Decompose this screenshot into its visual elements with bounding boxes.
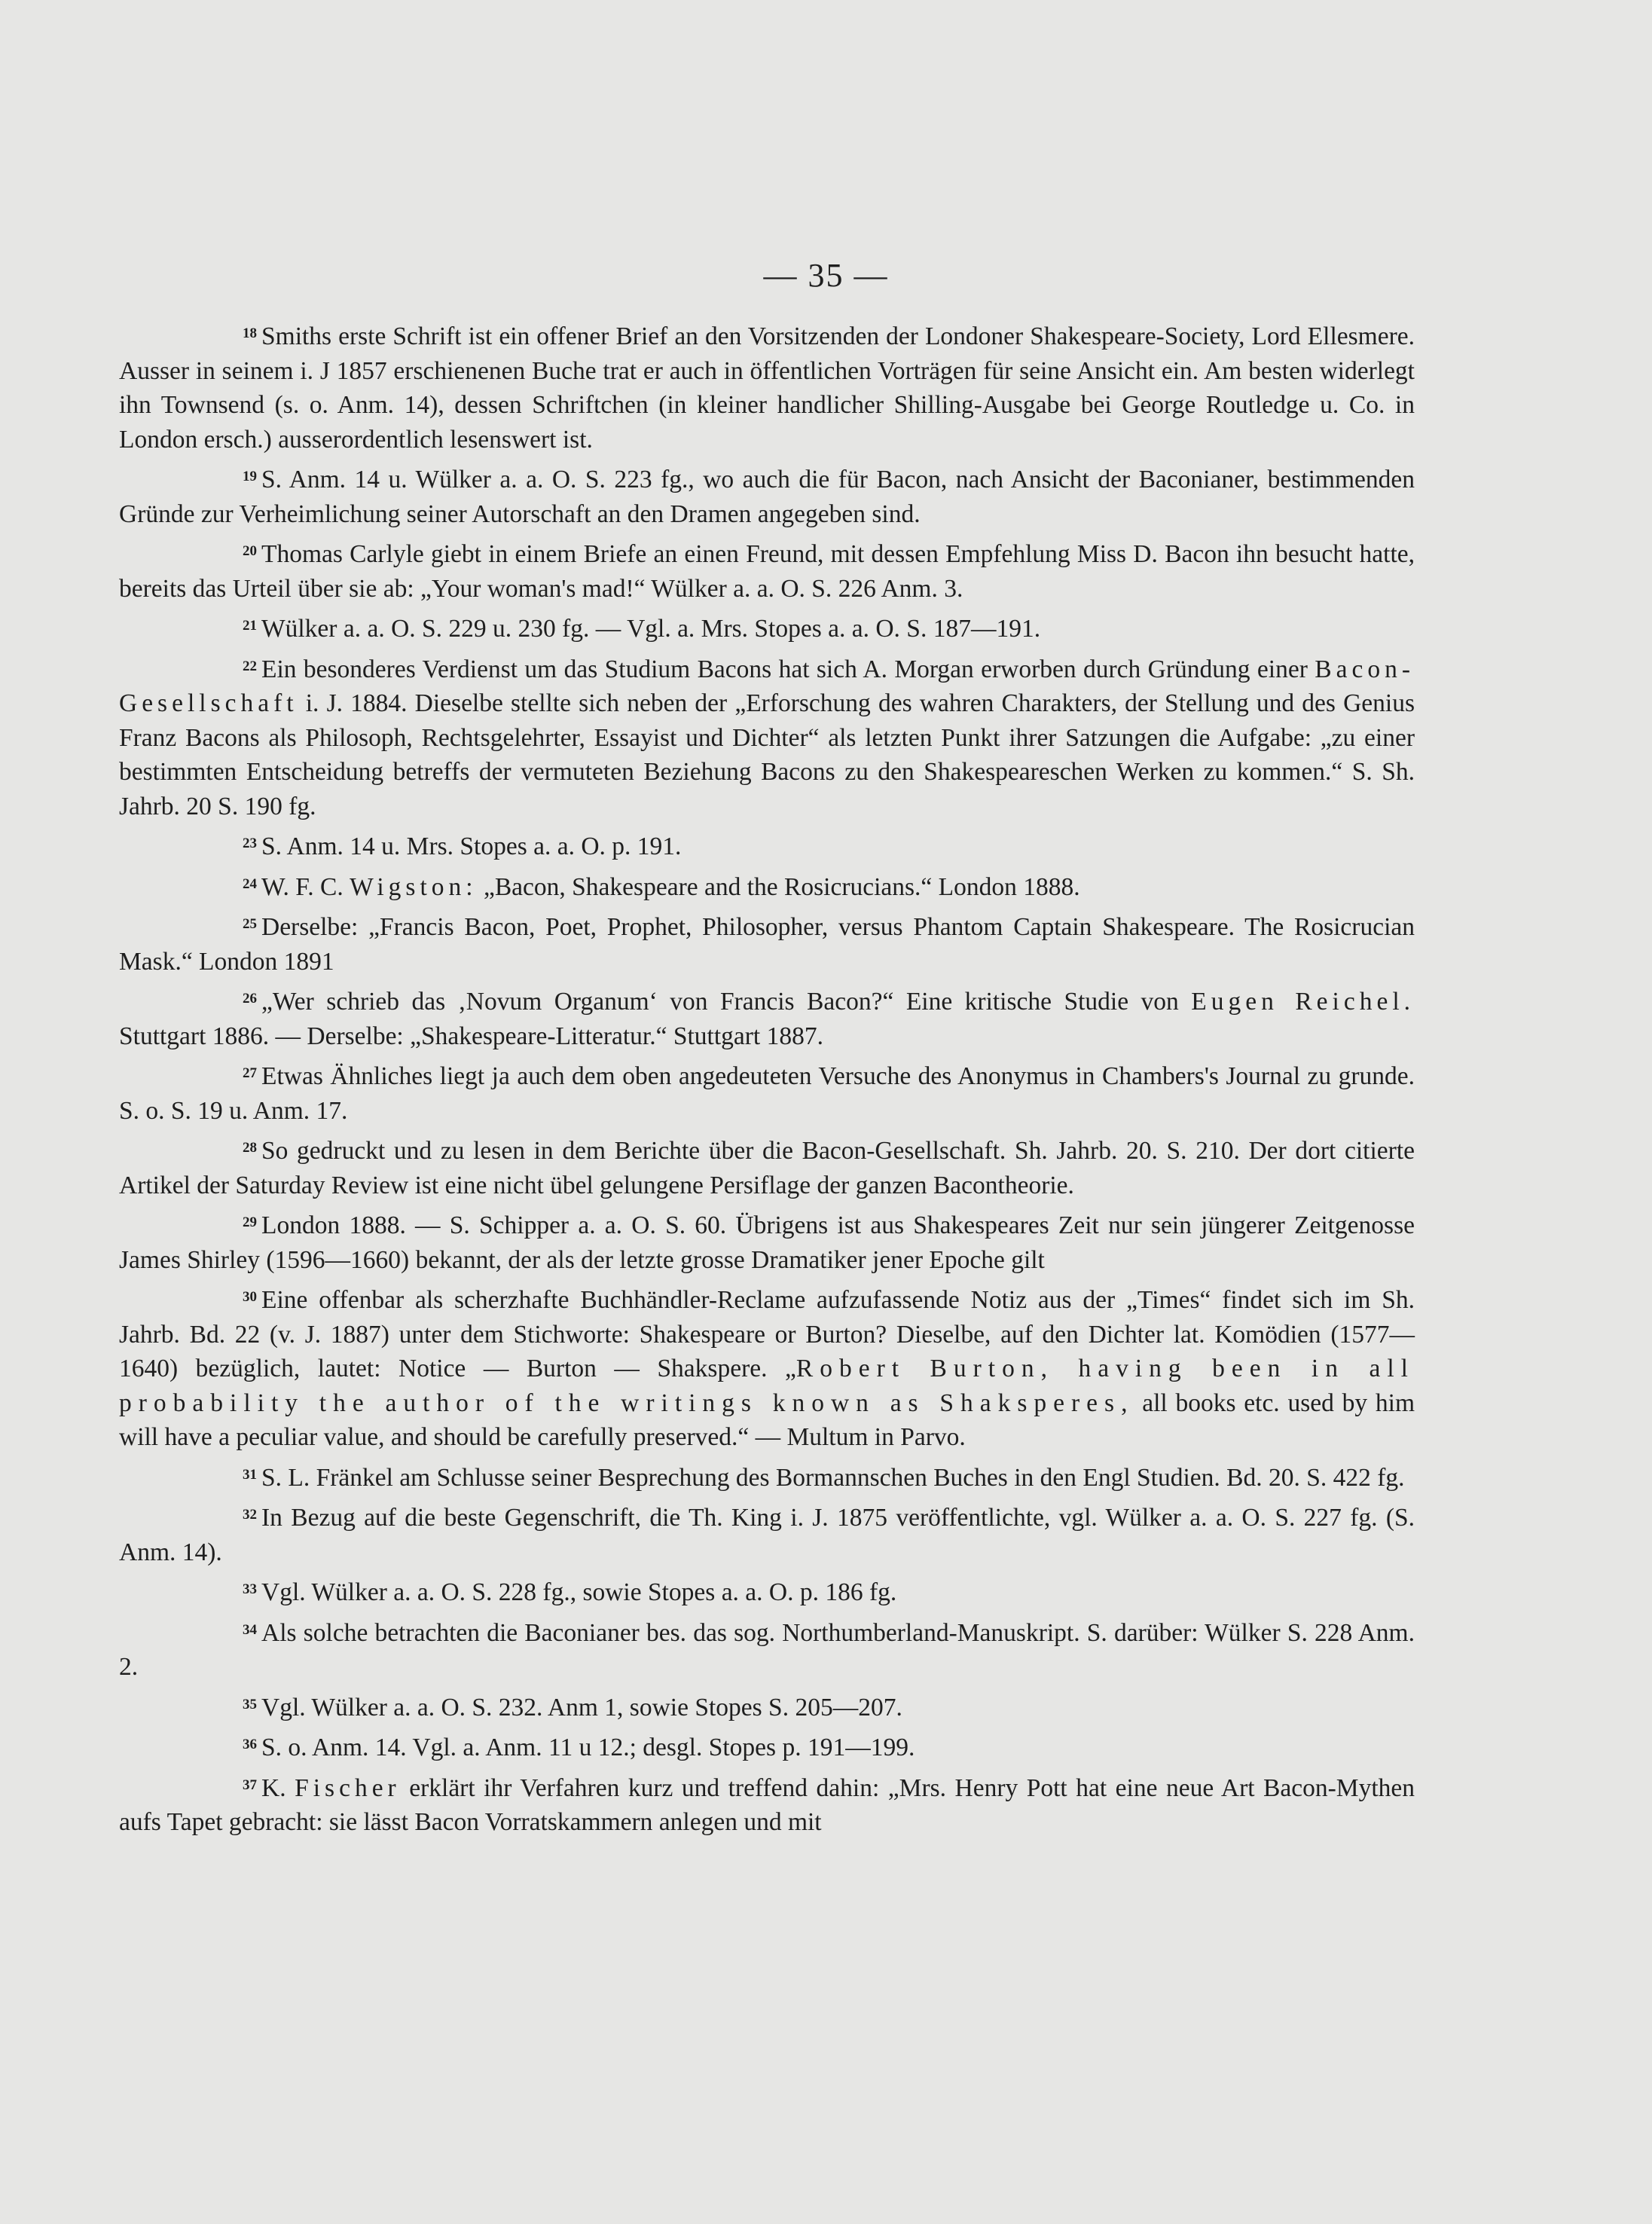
footnote-number: 23: [243, 836, 257, 851]
footnote-19: [119, 460, 1415, 531]
footnote-number: 30: [243, 1289, 257, 1305]
footnote-number: 24: [243, 875, 257, 892]
footnote-24: [119, 867, 1415, 905]
footnote-number: 18: [243, 325, 257, 341]
footnote-text: Vgl. Wülker a. a. O. S. 232. Anm 1, sowie Stopes S. 205—207.: [261, 1693, 902, 1721]
footnote-text: So gedruckt und zu lesen in dem Berichte über die Bacon-Gesellschaft. Sh. Jahrb. 20. S. 210. Der dort citierte Artikel der Saturday Review ist eine nicht übel gelungene Persiflage der ganzen Bacontheorie.: [119, 1137, 1415, 1199]
footnote-31: [119, 1458, 1415, 1495]
footnote-text: In Bezug auf die beste Gegenschrift, die Th. King i. J. 1875 veröffentlichte, vgl. Wülker a. a. O. S. 227 fg. (S. Anm. 14).: [119, 1504, 1415, 1566]
footnote-23: [119, 826, 1415, 864]
footnote-text: all books etc. used by him will have a peculiar value, and should be carefully preserved.“ — Multum in Parvo.: [119, 1388, 1415, 1451]
footnote-30: [119, 1280, 1415, 1455]
footnote-number: 35: [243, 1696, 257, 1712]
spaced-name: Fischer: [295, 1773, 401, 1802]
spaced-quote: Robert Burton, having been in all probability the author of the writings known as Shaksperes,: [119, 1355, 1415, 1417]
footnote-text: London 1888. — S. Schipper a. a. O. S. 60. Übrigens ist aus Shakespeares Zeit nur sein jüngerer Zeitgenosse James Shirley (1596—1660) bekannt, der als der letzte grosse Dramatiker jener Epoche gilt: [119, 1211, 1415, 1274]
footnote-25: [119, 907, 1415, 979]
footnote-number: 33: [243, 1581, 257, 1597]
footnote-text: K.: [261, 1773, 286, 1802]
footnote-text: Ein besonderes Verdienst um das Studium Bacons hat sich A. Morgan erworben durch Gründung einer: [261, 655, 1308, 683]
footnote-number: 37: [243, 1776, 257, 1793]
footnote-18: [119, 316, 1415, 457]
footnote-number: 29: [243, 1214, 257, 1230]
footnote-32: [119, 1498, 1415, 1569]
footnote-number: 20: [243, 543, 257, 559]
footnote-29: [119, 1205, 1415, 1277]
footnote-text: Stuttgart 1886. — Derselbe: „Shakespeare-Litteratur.“ Stuttgart 1887.: [119, 1022, 823, 1050]
footnote-number: 32: [243, 1507, 257, 1523]
footnote-text: W. F. C.: [261, 872, 344, 901]
footnote-number: 27: [243, 1065, 257, 1081]
footnote-text: „Bacon, Shakespeare and the Rosicrucians.“ London 1888.: [483, 872, 1080, 901]
footnote-number: 22: [243, 658, 257, 674]
footnote-text: i. J. 1884. Dieselbe stellte sich neben der „Erforschung des wahren Charakters, der Stellung und des Genius Franz Bacons als Philosoph, Rechtsgelehrter, Essayist und Dichter“ als letzten Punkt ihrer Satzungen die Aufgabe: „zu einer bestimmten Entscheidung betreffs der vermuteten Beziehung Bacons zu den Shakespeareschen Werken zu kommen.“ S. Sh. Jahrb. 20 S. 190 fg.: [119, 689, 1415, 820]
footnote-text: Smiths erste Schrift ist ein offener Brief an den Vorsitzenden der Londoner Shakespeare-Society, Lord Ellesmere. Ausser in seinem i. J 1857 erschienenen Buche trat er auch in öffentlichen Vorträgen für seine Ansicht ein. Am besten widerlegt ihn Townsend (s. o. Anm. 14), dessen Schriftchen (in kleiner handlicher Shilling-Ausgabe bei George Routledge u. Co. in London ersch.) ausserordentlich lesenswert ist.: [119, 322, 1415, 454]
footnote-text: Eine offenbar als scherzhafte Buchhändler-Reclame aufzufassende Notiz aus der „Times“ findet sich im Sh. Jahrb. Bd. 22 (v. J. 1887) unter dem Stichworte: Shakespeare or Burton? Dieselbe, auf den Dichter lat. Komödien (1577—1640) bezüglich, lautet: Notice — Burton — Shakspere. „: [119, 1286, 1415, 1382]
footnote-text: S. L. Fränkel am Schlusse seiner Besprechung des Bormannschen Buches in den Engl Studien. Bd. 20. S. 422 fg.: [261, 1463, 1405, 1492]
footnote-text: Derselbe: „Francis Bacon, Poet, Prophet, Philosopher, versus Phantom Captain Shakespeare. The Rosicrucian Mask.“ London 1891: [119, 913, 1415, 976]
footnote-text: S. Anm. 14 u. Mrs. Stopes a. a. O. p. 191.: [261, 832, 682, 860]
footnote-text: Etwas Ähnliches liegt ja auch dem oben angedeuteten Versuche des Anonymus in Chambers's Journal zu grunde. S. o. S. 19 u. Anm. 17.: [119, 1062, 1415, 1125]
footnote-text: Vgl. Wülker a. a. O. S. 228 fg., sowie Stopes a. a. O. p. 186 fg.: [261, 1578, 897, 1606]
footnote-33: [119, 1572, 1415, 1610]
page-number: — 35 —: [763, 257, 889, 294]
footnote-text: „Wer schrieb das ‚Novum Organum‘ von Francis Bacon?“ Eine kritische Studie von: [261, 988, 1179, 1016]
footnote-36: [119, 1728, 1415, 1765]
footnote-37: [119, 1768, 1415, 1840]
spaced-name: Bacon-Gesellschaft: [119, 655, 1415, 717]
footnote-22: [119, 649, 1415, 824]
spaced-name: Wigston:: [350, 872, 478, 901]
footnotes: [119, 316, 1415, 1843]
footnote-number: 26: [243, 991, 257, 1007]
footnote-text: Thomas Carlyle giebt in einem Briefe an einen Freund, mit dessen Empfehlung Miss D. Bacon ihn besucht hatte, bereits das Urteil über sie ab: „Your woman's mad!“ Wülker a. a. O. S. 226 Anm. 3.: [119, 540, 1415, 603]
spaced-name: Eugen Reichel.: [1191, 988, 1415, 1016]
footnote-text: Wülker a. a. O. S. 229 u. 230 fg. — Vgl. a. Mrs. Stopes a. a. O. S. 187—191.: [261, 615, 1041, 643]
footnote-text: erklärt ihr Verfahren kurz und treffend dahin: „Mrs. Henry Pott hat eine neue Art Bacon-Mythen aufs Tapet gebracht: sie lässt Bacon Vorratskammern anlegen und mit: [119, 1773, 1415, 1836]
footnote-35: [119, 1688, 1415, 1725]
footnote-26: [119, 982, 1415, 1053]
footnote-number: 36: [243, 1737, 257, 1752]
footnote-21: [119, 609, 1415, 646]
footnote-text: S. Anm. 14 u. Wülker a. a. O. S. 223 fg., wo auch die für Bacon, nach Ansicht der Baconianer, bestimmenden Gründe zur Verheimlichung seiner Autorschaft an den Dramen angegeben sind.: [119, 466, 1415, 528]
footnote-number: 34: [243, 1621, 257, 1638]
footnote-text: Als solche betrachten die Baconianer bes. das sog. Northumberland-Manuskript. S. darüber: Wülker S. 228 Anm. 2.: [119, 1618, 1415, 1681]
footnote-number: 19: [243, 469, 257, 484]
footnote-27: [119, 1056, 1415, 1128]
footnote-20: [119, 534, 1415, 606]
footnote-number: 28: [243, 1140, 257, 1156]
footnote-number: 31: [243, 1466, 257, 1483]
footnote-number: 21: [243, 618, 257, 634]
footnote-28: [119, 1131, 1415, 1202]
footnote-text: S. o. Anm. 14. Vgl. a. Anm. 11 u 12.; desgl. Stopes p. 191—199.: [261, 1734, 915, 1761]
footnote-34: [119, 1613, 1415, 1685]
footnote-number: 25: [243, 916, 257, 932]
